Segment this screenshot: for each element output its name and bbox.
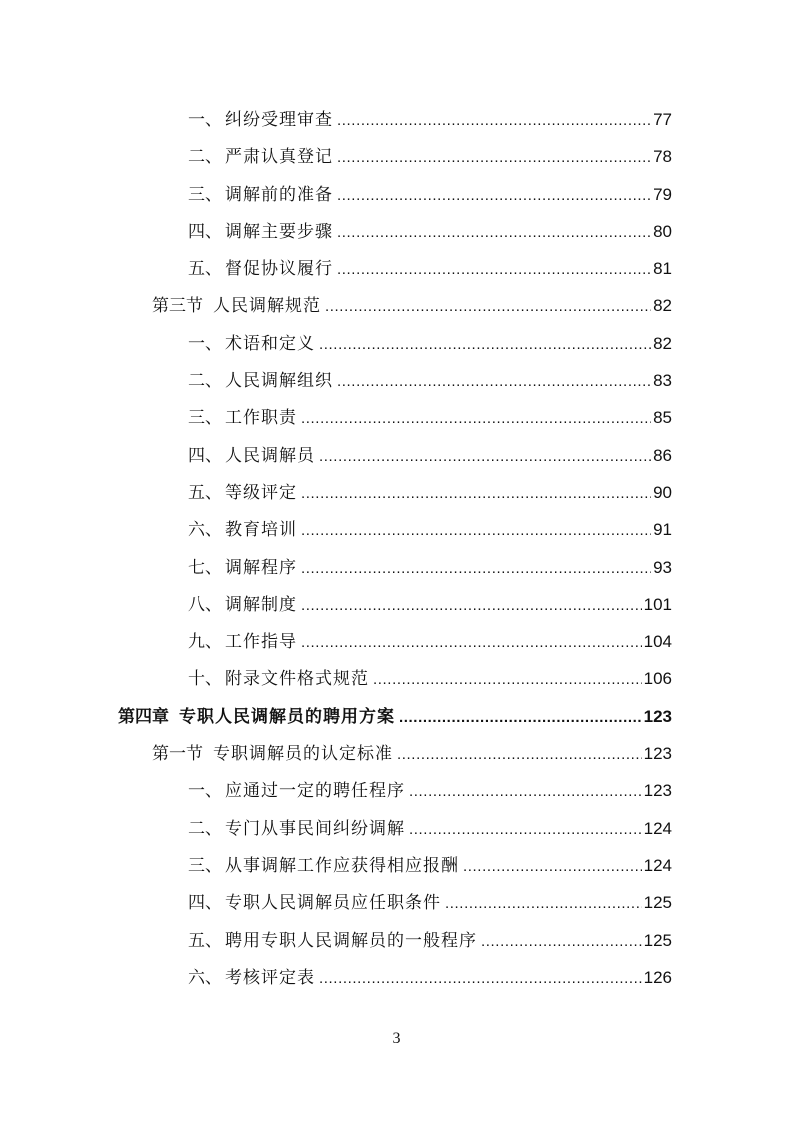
toc-item-entry[interactable]: [0, 586, 793, 623]
toc-section-entry[interactable]: [0, 287, 793, 324]
entry-number: 八、: [188, 594, 222, 615]
dot-leader: [319, 438, 651, 475]
entry-page-number: 80: [653, 221, 672, 241]
entry-page-number: 104: [643, 632, 672, 652]
toc-item-entry[interactable]: [0, 138, 793, 175]
entry-page-number: 123: [643, 744, 672, 764]
toc-item-entry[interactable]: [0, 922, 793, 959]
toc-item-entry[interactable]: [0, 250, 793, 287]
entry-page-number: 126: [643, 967, 672, 987]
toc-item-entry[interactable]: [0, 474, 793, 511]
dot-leader: [319, 960, 642, 997]
dot-leader: [301, 587, 642, 624]
entry-page-number: 85: [653, 408, 672, 428]
entry-number: 七、: [188, 557, 222, 578]
entry-page-number: 101: [643, 594, 672, 614]
entry-number: 十、: [188, 669, 222, 690]
toc-item-entry[interactable]: [0, 549, 793, 586]
toc-item-entry[interactable]: [0, 772, 793, 809]
entry-title: 调解主要步骤: [225, 221, 333, 242]
entry-page-number: 83: [653, 371, 672, 391]
entry-title: 人民调解员: [225, 445, 315, 466]
toc-item-entry[interactable]: [0, 101, 793, 138]
toc-section-entry[interactable]: [0, 735, 793, 772]
dot-leader: [337, 177, 651, 214]
entry-title: 工作指导: [225, 632, 297, 653]
entry-number: 第四章: [118, 706, 169, 727]
entry-title: 等级评定: [225, 482, 297, 503]
toc-item-entry[interactable]: [0, 176, 793, 213]
entry-number: 四、: [188, 221, 222, 242]
toc-item-entry[interactable]: [0, 810, 793, 847]
dot-leader: [397, 736, 642, 773]
entry-number: 一、: [188, 781, 222, 802]
entry-number: 一、: [188, 333, 222, 354]
entry-number: 三、: [188, 184, 222, 205]
entry-number: 三、: [188, 855, 222, 876]
entry-number: 五、: [188, 482, 222, 503]
entry-page-number: 79: [653, 184, 672, 204]
entry-title: 工作职责: [225, 408, 297, 429]
entry-title: 纠纷受理审查: [225, 110, 333, 130]
entry-page-number: 93: [653, 557, 672, 577]
entry-page-number: 106: [643, 669, 672, 689]
entry-page-number: 82: [653, 296, 672, 316]
entry-number: 一、: [188, 110, 222, 130]
entry-title: 专职调解员的认定标准: [213, 744, 393, 765]
dot-leader: [337, 251, 651, 288]
dot-leader: [301, 400, 651, 437]
entry-title: 调解程序: [225, 557, 297, 578]
dot-leader: [301, 624, 642, 661]
dot-leader: [337, 363, 651, 400]
dot-leader: [319, 326, 651, 363]
entry-page-number: 124: [643, 818, 672, 838]
entry-title: 调解前的准备: [225, 184, 333, 205]
entry-number: 三、: [188, 408, 222, 429]
entry-title: 教育培训: [225, 520, 297, 541]
entry-number: 五、: [188, 259, 222, 280]
entry-title: 专门从事民间纠纷调解: [225, 818, 405, 839]
entry-title: 人民调解组织: [225, 371, 333, 392]
entry-page-number: 78: [653, 147, 672, 167]
entry-title: 术语和定义: [225, 333, 315, 354]
entry-number: 二、: [188, 818, 222, 839]
dot-leader: [325, 288, 651, 325]
toc-item-entry[interactable]: [0, 437, 793, 474]
toc-item-entry[interactable]: [0, 847, 793, 884]
dot-leader: [301, 475, 651, 512]
dot-leader: [481, 923, 642, 960]
dot-leader: [301, 512, 651, 549]
entry-title: 人民调解规范: [213, 296, 321, 317]
toc-item-entry[interactable]: [0, 660, 793, 697]
entry-page-number: 86: [653, 445, 672, 465]
entry-number: 四、: [188, 445, 222, 466]
dot-leader: [445, 885, 642, 922]
dot-leader: [409, 773, 642, 810]
entry-page-number: 81: [653, 259, 672, 279]
entry-title: 聘用专职人民调解员的一般程序: [225, 930, 477, 951]
toc-item-entry[interactable]: [0, 325, 793, 362]
toc-item-entry[interactable]: [0, 213, 793, 250]
entry-number: 二、: [188, 147, 222, 168]
entry-number: 四、: [188, 893, 222, 914]
dot-leader: [463, 848, 642, 885]
toc-item-entry[interactable]: [0, 511, 793, 548]
dot-leader: [337, 102, 651, 139]
entry-number: 第三节: [152, 296, 203, 317]
dot-leader: [301, 550, 651, 587]
toc-chapter-entry[interactable]: [0, 698, 793, 735]
toc-item-entry[interactable]: [0, 362, 793, 399]
toc-item-entry[interactable]: [0, 884, 793, 921]
entry-page-number: 90: [653, 482, 672, 502]
entry-page-number: 124: [643, 855, 672, 875]
toc-item-entry[interactable]: [0, 399, 793, 436]
entry-page-number: 125: [643, 930, 672, 950]
toc-item-entry[interactable]: [0, 623, 793, 660]
dot-leader: [409, 811, 642, 848]
entry-page-number: 82: [653, 333, 672, 353]
entry-number: 五、: [188, 930, 222, 951]
entry-page-number: 123: [643, 781, 672, 801]
entry-title: 附录文件格式规范: [225, 669, 369, 690]
page-number: 3: [392, 1030, 401, 1047]
entry-number: 二、: [188, 371, 222, 392]
entry-number: 第一节: [152, 744, 203, 765]
dot-leader: [373, 661, 642, 698]
entry-title: 考核评定表: [225, 967, 315, 988]
entry-page-number: 125: [643, 893, 672, 913]
entry-title: 督促协议履行: [225, 259, 333, 280]
toc-item-entry[interactable]: [0, 959, 793, 996]
entry-page-number: 91: [653, 520, 672, 540]
entry-title: 应通过一定的聘任程序: [225, 781, 405, 802]
entry-page-number: 123: [643, 706, 672, 726]
table-of-contents: [0, 101, 793, 996]
entry-title: 严肃认真登记: [225, 147, 333, 168]
entry-title: 专职人民调解员的聘用方案: [179, 706, 395, 727]
entry-page-number: 77: [653, 110, 672, 129]
entry-title: 专职人民调解员应任职条件: [225, 893, 441, 914]
entry-title: 从事调解工作应获得相应报酬: [225, 855, 459, 876]
dot-leader: [337, 139, 651, 176]
dot-leader: [337, 214, 651, 251]
entry-number: 九、: [188, 632, 222, 653]
entry-number: 六、: [188, 967, 222, 988]
entry-title: 调解制度: [225, 594, 297, 615]
dot-leader: [399, 699, 642, 736]
entry-number: 六、: [188, 520, 222, 541]
